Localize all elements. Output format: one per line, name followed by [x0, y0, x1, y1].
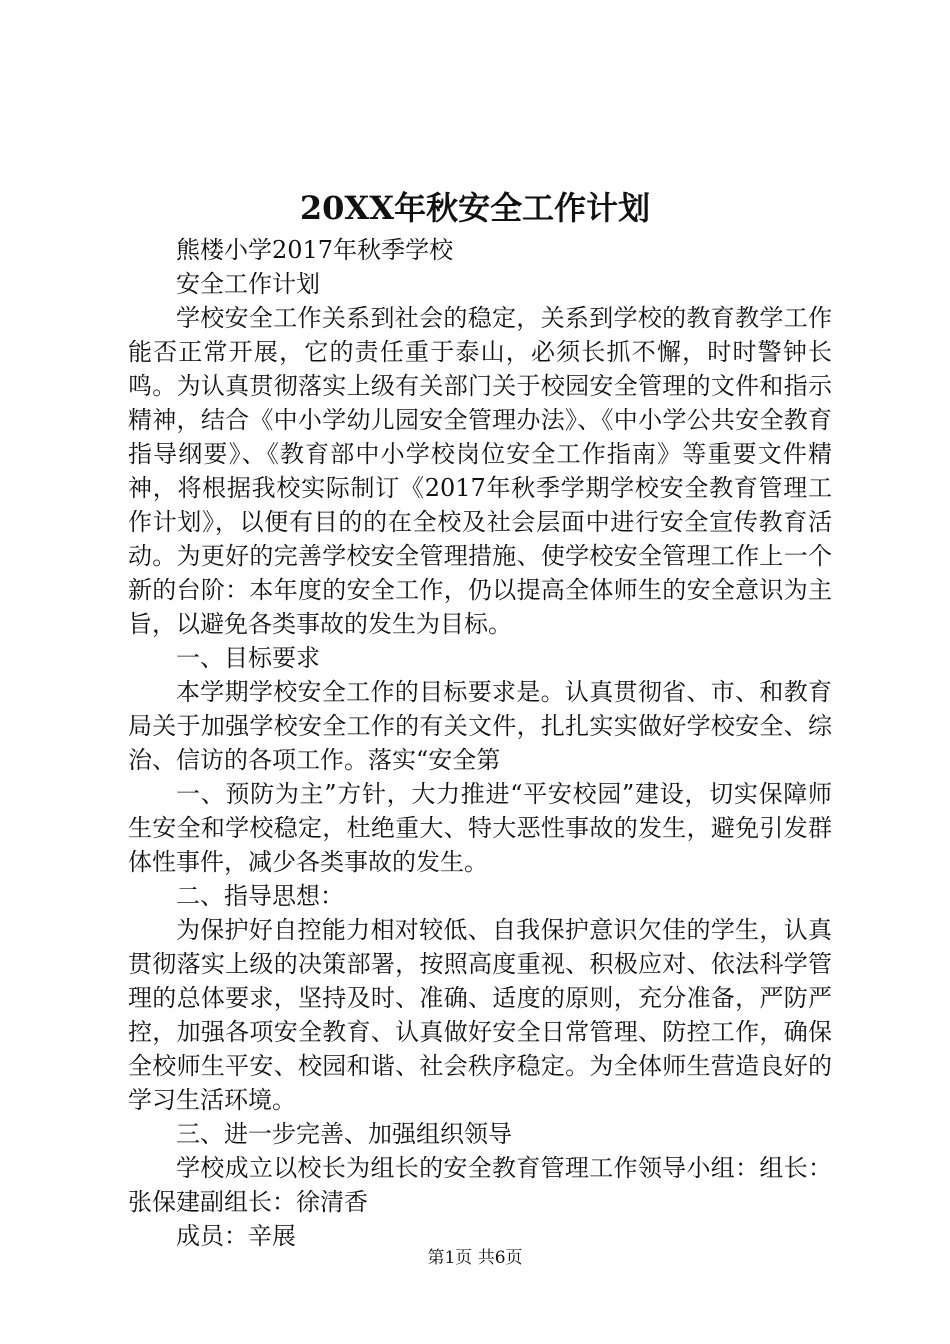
paragraph-members: 成员：辛展: [176, 1222, 296, 1250]
paragraph-intro: 学校安全工作关系到社会的稳定，关系到学校的教育教学工作能否正常开展，它的责任重于泰山，必须长抓不懈，时时警钟长鸣。为认真贯彻落实上级有关部门关于校园安全管理的文件和指示精神，结合《中小学幼儿园安全管理办法》、《中小学公共安全教育指导纲要》、《教育部中小学校岗位安全工作指南》等重要文件精神，将根据我校实际制订《2017年秋季学期学校安全教育管理工作计划》，以便有目的的在全校及社会层面中进行安全宣传教育活动。为更好的完善学校安全管理措施、使学校安全管理工作上一个新的台阶：本年度的安全工作，仍以提高全体师生的安全意识为主旨，以避免各类事故的发生为目标。: [128, 304, 832, 638]
paragraph-leadership: 学校成立以校长为组长的安全教育管理工作领导小组：组长：张保建副组长：徐清香: [128, 1154, 832, 1216]
paragraph-goals-continued: 一、预防为主”方针，大力推进“平安校园”建设，切实保障师生安全和学校稳定，杜绝重大、特大恶性事故的发生，避免引发群体性事件，减少各类事故的发生。: [128, 780, 832, 876]
paragraph-school-name: 熊楼小学2017年秋季学校: [176, 236, 454, 264]
document-title: 20XX年秋安全工作计划: [299, 189, 651, 227]
paragraph-guidance: 为保护好自控能力相对较低、自我保护意识欠佳的学生，认真贯彻落实上级的决策部署，按照高度重视、积极应对、依法科学管理的总体要求，坚持及时、准确、适度的原则，充分准备，严防严控，加强各项安全教育、认真做好安全日常管理、防控工作，确保全校师生平安、校园和谐、社会秩序稳定。为全体师生营造良好的学习生活环境。: [128, 916, 832, 1114]
heading-goals: 一、目标要求: [176, 644, 320, 672]
heading-guidance: 二、指导思想：: [176, 882, 344, 910]
paragraph-subtitle: 安全工作计划: [176, 270, 320, 298]
page-footer: 第1页 共6页: [427, 1248, 523, 1268]
document-body: [128, 233, 832, 1253]
heading-leadership: 三、进一步完善、加强组织领导: [176, 1120, 512, 1148]
paragraph-goals: 本学期学校安全工作的目标要求是。认真贯彻省、市、和教育局关于加强学校安全工作的有关文件，扎扎实实做好学校安全、综治、信访的各项工作。落实“安全第: [128, 678, 832, 774]
